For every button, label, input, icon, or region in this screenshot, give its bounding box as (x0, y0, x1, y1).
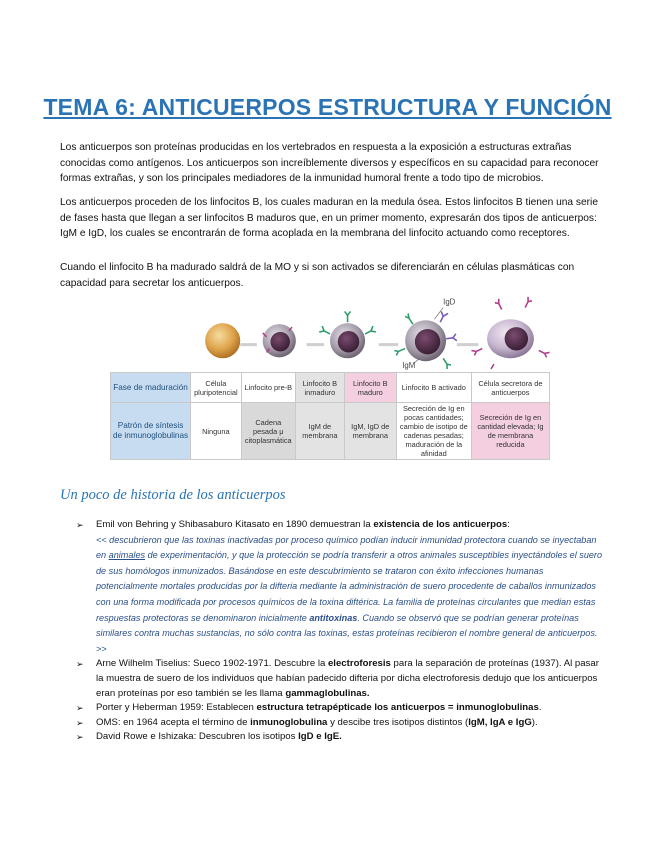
item-text: y descibe tres isotipos distintos ( (327, 716, 469, 728)
list-item (76, 518, 606, 657)
item-bold: IgD e IgE. (298, 731, 342, 743)
item-text: . (538, 702, 542, 714)
table-row (111, 373, 550, 403)
pluripotent-cell (205, 323, 240, 358)
quote-bold: antitoxinas (309, 612, 358, 623)
list-item (76, 657, 606, 701)
section-subtitle: Un poco de historia de los anticuerpos (60, 487, 286, 503)
item-text: : (507, 519, 510, 530)
arrow-bullet-icon: ➢ (76, 703, 84, 714)
arrow-bullet-icon: ➢ (76, 520, 84, 530)
table-cell: Linfocito B activado (396, 373, 471, 403)
immature-b-cell (319, 311, 376, 358)
list-item (76, 716, 606, 731)
item-text: para la separación de proteínas (1937). Al pasar la muestra de suero de los individuos que habían padecido difteria por dicha electroforesis dedujo que los anticuerpos eran proteínas por eso también se les llama (96, 658, 599, 699)
cell-illustrations (110, 290, 550, 370)
quote-part: << descubrieron que las toxinas inactivadas por proceso químico podían inducir inmunidad protectora cuando se inyectaban en (96, 534, 597, 561)
item-text: Arne Wilhelm Tiselius: Sueco 1902-1971. Descubre la (96, 658, 328, 670)
maturation-table (110, 372, 550, 460)
pre-b-cell (263, 324, 296, 357)
quote-link[interactable]: animales (108, 550, 146, 561)
paragraph-intro: Los anticuerpos son proteínas producidas en los vertebrados en respuesta a la exposición a estructuras extrañas conocidas como antígenos. Los anticuerpos son increíblemente diversos y específicos en su capacidad para reconocer formas extrañas, y son los principales mediadores de la inmunidad humoral frente a todo tipo de microbios. (60, 142, 599, 184)
item-text: David Rowe e Ishizaka: Descubren los isotipos (96, 731, 299, 743)
table-cell: Linfocito B inmaduro (295, 373, 344, 403)
paragraph-activation: Cuando el linfocito B ha madurado saldrá de la MO y si son activados se diferenciarán en células plasmáticas con capacidad para secretar los anticuerpos. (60, 262, 575, 289)
arrow-bullet-icon: ➢ (76, 659, 84, 670)
table-row (111, 403, 550, 460)
item-text: OMS: en 1964 acepta el término de (96, 716, 251, 728)
b-cell-maturation-figure (110, 290, 550, 465)
table-cell: Célula pluripotencial (191, 373, 242, 403)
arrow-bullet-icon: ➢ (76, 732, 84, 743)
row-header-phase: Fase de maduración (111, 373, 191, 403)
table-cell: IgM de membrana (295, 403, 344, 460)
row-header-synthesis: Patrón de síntesis de inmunoglobulinas (111, 403, 191, 460)
table-cell: Ninguna (191, 403, 242, 460)
item-bold: inmunoglobulina (250, 716, 328, 728)
quote-part: . Cuando se observó que se podrían generar proteínas similares contra muchas sustancias, no sólo contra las toxinas, estas proteínas recibieron el nombre general de anticuerpos. >> (96, 612, 598, 654)
table-cell: IgM, IgD de membrana (344, 403, 396, 460)
arrow-bullet-icon: ➢ (76, 717, 84, 728)
item-bold: electroforesis (327, 658, 391, 670)
igd-label: IgD (443, 297, 456, 307)
table-cell: Célula secretora de anticuerpos (471, 373, 549, 403)
item-bold: IgM, IgA e IgG (468, 716, 532, 728)
table-cell: Cadena pesada μ citoplasmática (241, 403, 295, 460)
item-text: ). (531, 716, 538, 728)
table-cell: Secreción de Ig en cantidad elevada; Ig de membrana reducida (471, 403, 549, 460)
igm-label: IgM (402, 361, 416, 370)
item-text: Porter y Heberman 1959: Establecen (96, 702, 257, 714)
item-bold: existencia de los anticuerpos (373, 519, 508, 530)
item-bold: estructura tetrapépticade los anticuerpos = inmunoglobulinas (256, 702, 539, 714)
quote-text (96, 535, 602, 654)
table-cell: Secreción de Ig en pocas cantidades; cambio de isotipo de cadenas pesadas; maduración de la afinidad (396, 403, 471, 460)
paragraph-origin: Los anticuerpos proceden de los linfocitos B, los cuales maduran en la medula ósea. Estos linfocitos B tienen una serie de fases hasta que llegan a ser linfocitos B maduros que, en un primer momento, expresarán dos tipos de anticuerpos: IgM e IgD, los cuales se encontrarán de forma acoplada en la membrana del linfocito actuando como receptores. (60, 197, 598, 239)
plasma-cell (471, 297, 549, 369)
history-list (76, 518, 606, 745)
item-text: Emil von Behring y Shibasaburo Kitasato en 1890 demuestran la (96, 519, 374, 530)
item-bold: gammaglobulinas. (285, 687, 370, 699)
quote-part: de experimentación, y que la protección se podría transferir a otros animales susceptibles inyectándoles el suero de sus homólogos inmunizados. Basándose en este descubrimiento se trataron con éxito infecciones humanas potencialmente mortales producidas por la difteria mediante la administración de suero procedente de caballos inmunizados con una forma modificada por procesos químicos de la toxina diftérica. La familia de proteínas circulantes que median estas respuestas protectoras se denominaron inicialmente (96, 550, 603, 623)
list-item (76, 730, 606, 745)
list-item (76, 701, 606, 716)
mature-b-cell (394, 308, 456, 369)
page-title: TEMA 6: ANTICUERPOS ESTRUCTURA Y FUNCIÓN (43, 94, 612, 120)
table-cell: Linfocito pre-B (241, 373, 295, 403)
table-cell: Linfocito B maduro (344, 373, 396, 403)
